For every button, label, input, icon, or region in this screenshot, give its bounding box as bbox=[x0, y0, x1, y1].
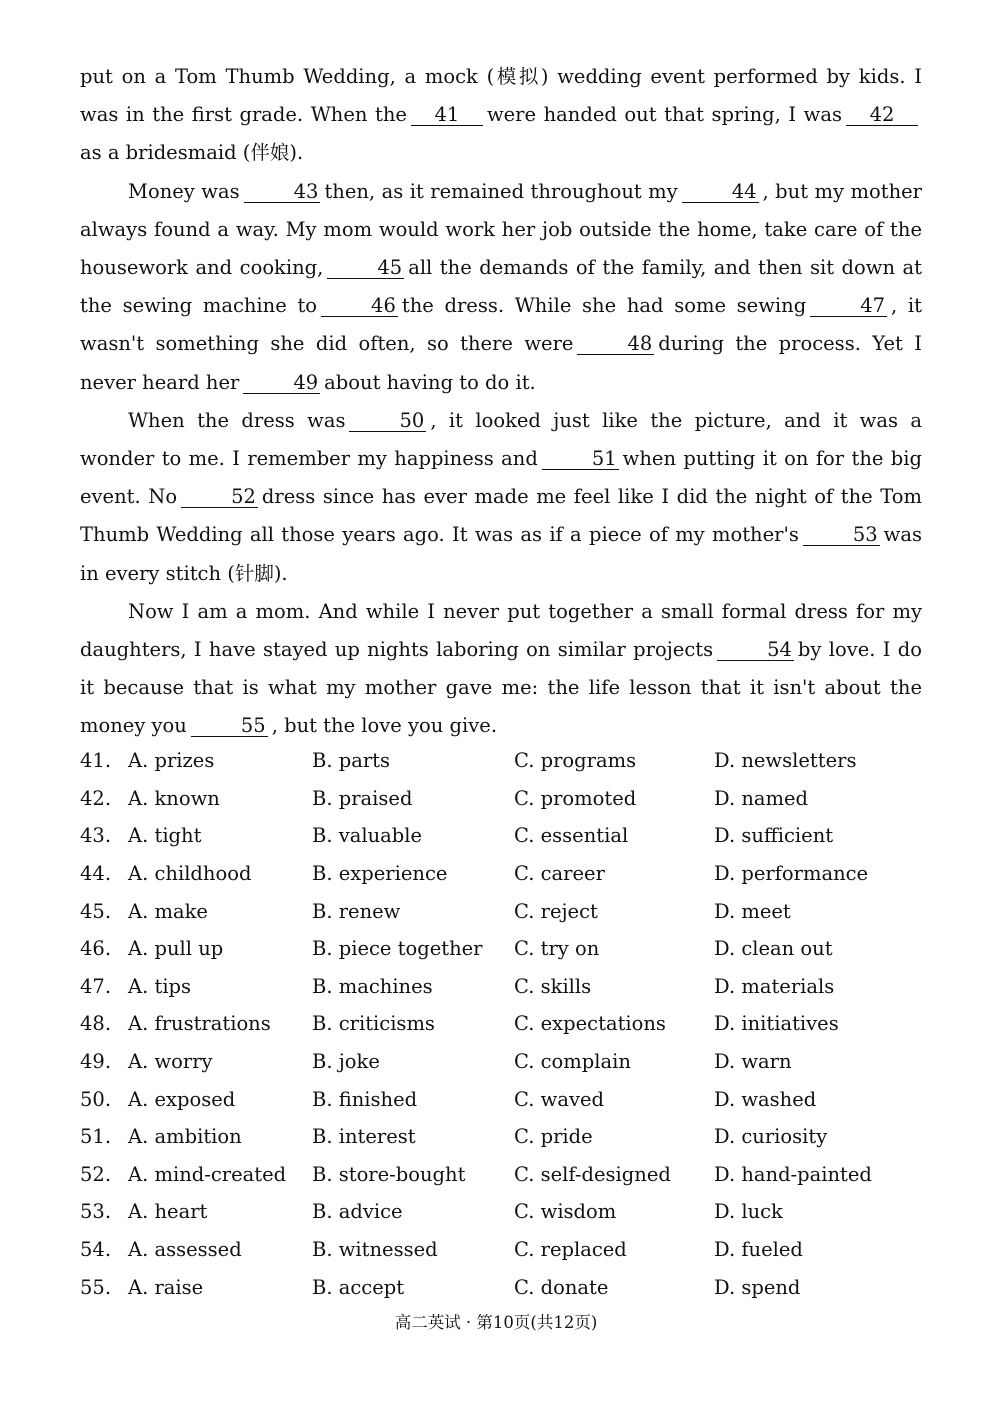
option-c: C. donate bbox=[514, 1275, 609, 1299]
question-number: 41. bbox=[80, 749, 112, 773]
passage-text: during the process. Yet I never heard her bbox=[80, 332, 922, 394]
option-b: B. advice bbox=[312, 1200, 403, 1224]
question-49-options bbox=[80, 1043, 922, 1081]
question-54-options bbox=[80, 1231, 922, 1269]
blank-44: 44 bbox=[682, 182, 759, 203]
option-a: A. known bbox=[128, 786, 220, 810]
passage-text: then, as it remained throughout my bbox=[324, 179, 678, 203]
page-footer: 高二英试 · 第10页(共12页) bbox=[394, 1313, 598, 1332]
question-number: 52. bbox=[80, 1162, 112, 1186]
option-c: C. essential bbox=[514, 824, 629, 848]
option-c: C. wisdom bbox=[514, 1200, 617, 1224]
paragraph-3 bbox=[80, 402, 922, 593]
option-a: A. tips bbox=[128, 974, 192, 998]
passage-text: When the dress was bbox=[128, 408, 346, 432]
question-52-options bbox=[80, 1156, 922, 1194]
passage-text: by love. I do it because that is what my mother gave me: the life lesson that it isn't about the money you bbox=[80, 638, 922, 738]
passage-text: dress since has ever made me feel like I did the night of the Tom Thumb Wedding all those years ago. It was as if a piece of my mother's bbox=[80, 485, 922, 547]
option-d: D. sufficient bbox=[714, 824, 834, 848]
passage-text: , it wasn't something she did often, so there were bbox=[80, 294, 922, 356]
question-42-options bbox=[80, 780, 922, 818]
blank-45: 45 bbox=[327, 258, 404, 279]
option-b: B. accept bbox=[312, 1275, 405, 1299]
option-c: C. try on bbox=[514, 937, 600, 961]
blank-48: 48 bbox=[577, 334, 654, 355]
option-c: C. promoted bbox=[514, 786, 637, 810]
passage-text: Money was bbox=[128, 179, 240, 203]
question-41-options bbox=[80, 742, 922, 780]
blank-43: 43 bbox=[244, 182, 321, 203]
blank-47: 47 bbox=[810, 296, 887, 317]
option-c: C. reject bbox=[514, 899, 598, 923]
question-53-options bbox=[80, 1193, 922, 1231]
passage-text: all the demands of the family, and then sit down at the sewing machine to bbox=[80, 256, 922, 318]
blank-51: 51 bbox=[542, 449, 619, 470]
question-number: 47. bbox=[80, 974, 112, 998]
question-number: 55. bbox=[80, 1275, 112, 1299]
blank-41: 41 bbox=[411, 105, 483, 126]
option-d: D. luck bbox=[714, 1200, 783, 1224]
option-d: D. spend bbox=[714, 1275, 801, 1299]
blank-42: 42 bbox=[846, 105, 918, 126]
question-number: 46. bbox=[80, 937, 112, 961]
option-c: C. skills bbox=[514, 974, 592, 998]
option-d: D. newsletters bbox=[714, 749, 857, 773]
blank-52: 52 bbox=[181, 487, 258, 508]
question-number: 42. bbox=[80, 786, 112, 810]
option-d: D. initiatives bbox=[714, 1012, 839, 1036]
option-a: A. make bbox=[128, 899, 208, 923]
option-a: A. raise bbox=[128, 1275, 204, 1299]
option-b: B. parts bbox=[312, 749, 390, 773]
question-number: 50. bbox=[80, 1087, 112, 1111]
blank-46: 46 bbox=[321, 296, 398, 317]
option-b: B. finished bbox=[312, 1087, 418, 1111]
question-47-options bbox=[80, 968, 922, 1006]
option-a: A. heart bbox=[128, 1200, 208, 1224]
option-b: B. witnessed bbox=[312, 1238, 438, 1262]
passage-text: , but the love you give. bbox=[271, 714, 498, 738]
option-d: D. washed bbox=[714, 1087, 817, 1111]
passage-text: put on a Tom Thumb Wedding, a mock (模拟) wedding event performed by kids. I was in the first grade. When the bbox=[80, 65, 922, 127]
option-b: B. joke bbox=[312, 1050, 380, 1074]
question-number: 44. bbox=[80, 862, 112, 886]
question-number: 48. bbox=[80, 1012, 112, 1036]
option-d: D. materials bbox=[714, 974, 835, 998]
passage-text: Now I am a mom. And while I never put together a small formal dress for my daughters, I have stayed up nights laboring on similar projects bbox=[80, 599, 922, 662]
option-d: D. performance bbox=[714, 862, 869, 886]
blank-53: 53 bbox=[803, 525, 880, 546]
blank-54: 54 bbox=[717, 640, 794, 661]
passage-text: when putting it on for the big event. No bbox=[80, 447, 922, 509]
paragraph-2 bbox=[80, 173, 922, 402]
question-48-options bbox=[80, 1005, 922, 1043]
option-b: B. store-bought bbox=[312, 1162, 466, 1186]
option-d: D. hand-painted bbox=[714, 1162, 872, 1186]
option-a: A. assessed bbox=[128, 1238, 242, 1262]
blank-55: 55 bbox=[191, 716, 268, 737]
blank-50: 50 bbox=[349, 411, 426, 432]
option-b: B. machines bbox=[312, 974, 433, 998]
answer-options bbox=[80, 742, 922, 1306]
option-a: A. prizes bbox=[128, 749, 215, 773]
option-b: B. experience bbox=[312, 862, 448, 886]
passage-text: as a bridesmaid (伴娘). bbox=[80, 141, 304, 165]
option-c: C. waved bbox=[514, 1087, 604, 1111]
passage-text: was in every stitch (针脚). bbox=[80, 523, 922, 585]
passage-text: were handed out that spring, I was bbox=[486, 103, 843, 127]
question-number: 43. bbox=[80, 824, 112, 848]
option-c: C. career bbox=[514, 862, 605, 886]
passage-text: about having to do it. bbox=[324, 370, 536, 394]
option-a: A. tight bbox=[128, 824, 202, 848]
option-c: C. pride bbox=[514, 1125, 593, 1149]
paragraph-1 bbox=[80, 58, 922, 173]
option-b: B. interest bbox=[312, 1125, 416, 1149]
passage-text: the dress. While she had some sewing bbox=[401, 294, 807, 318]
option-a: A. mind-created bbox=[128, 1162, 287, 1186]
option-b: B. piece together bbox=[312, 937, 483, 961]
question-number: 45. bbox=[80, 899, 112, 923]
option-a: A. pull up bbox=[128, 937, 224, 961]
option-d: D. curiosity bbox=[714, 1125, 828, 1149]
option-a: A. childhood bbox=[128, 862, 252, 886]
option-c: C. self-designed bbox=[514, 1162, 671, 1186]
option-a: A. frustrations bbox=[128, 1012, 271, 1036]
option-c: C. programs bbox=[514, 749, 637, 773]
question-51-options bbox=[80, 1118, 922, 1156]
question-55-options bbox=[80, 1268, 922, 1306]
option-d: D. clean out bbox=[714, 937, 833, 961]
option-a: A. exposed bbox=[128, 1087, 236, 1111]
question-number: 54. bbox=[80, 1238, 112, 1262]
option-c: C. complain bbox=[514, 1050, 631, 1074]
option-b: B. renew bbox=[312, 899, 401, 923]
option-a: A. worry bbox=[128, 1050, 213, 1074]
option-b: B. criticisms bbox=[312, 1012, 435, 1036]
cloze-passage bbox=[80, 58, 922, 746]
option-b: B. valuable bbox=[312, 824, 423, 848]
question-46-options bbox=[80, 930, 922, 968]
blank-49: 49 bbox=[243, 373, 320, 394]
option-a: A. ambition bbox=[128, 1125, 242, 1149]
question-number: 49. bbox=[80, 1050, 112, 1074]
option-d: D. warn bbox=[714, 1050, 792, 1074]
question-number: 51. bbox=[80, 1125, 112, 1149]
option-b: B. praised bbox=[312, 786, 413, 810]
option-d: D. meet bbox=[714, 899, 791, 923]
option-c: C. expectations bbox=[514, 1012, 666, 1036]
question-45-options bbox=[80, 892, 922, 930]
question-43-options bbox=[80, 817, 922, 855]
option-d: D. named bbox=[714, 786, 809, 810]
passage-text: , it looked just like the picture, and it was a wonder to me. I remember my happiness and bbox=[80, 408, 922, 471]
paragraph-4 bbox=[80, 593, 922, 746]
question-50-options bbox=[80, 1080, 922, 1118]
option-d: D. fueled bbox=[714, 1238, 803, 1262]
question-44-options bbox=[80, 855, 922, 893]
option-c: C. replaced bbox=[514, 1238, 627, 1262]
question-number: 53. bbox=[80, 1200, 112, 1224]
passage-text: , but my mother always found a way. My mom would work her job outside the home, take care of the housework and cooking, bbox=[80, 179, 922, 280]
